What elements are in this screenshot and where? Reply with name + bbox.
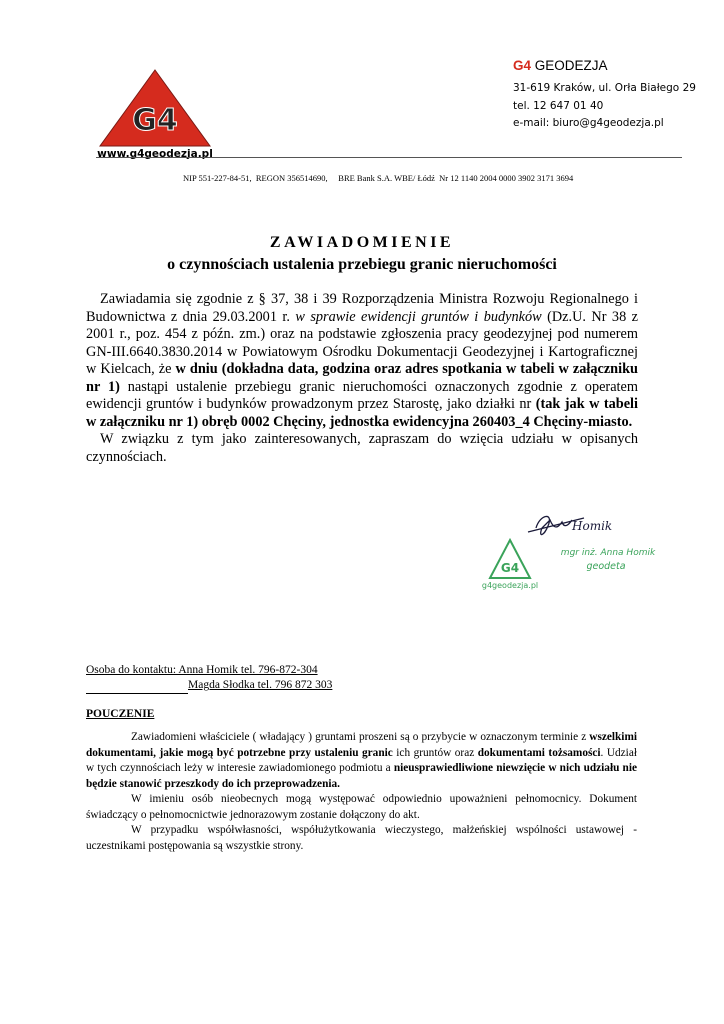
contact-person-2-row — [86, 678, 332, 694]
registration-info: NIP 551-227-84-51, REGON 356514690, BRE Bank S.A. WBE/ Łódź Nr 12 1140 2004 0000 3902 3171 3694 — [183, 173, 574, 183]
company-email[interactable]: e-mail: biuro@g4geodezja.pl — [513, 117, 664, 129]
stamp-logo-text: G4 — [500, 561, 520, 575]
signature-text: Homik — [572, 519, 613, 533]
company-contact — [513, 80, 696, 133]
contact-persons — [86, 663, 332, 694]
logo-text: G4 — [132, 103, 178, 138]
logo-url: www.g4geodezja.pl — [97, 148, 213, 160]
instruction-heading: POUCZENIE — [86, 708, 155, 720]
header-divider — [96, 157, 682, 158]
company-mark: G4 — [513, 58, 532, 73]
company-address: 31-619 Kraków, ul. Orła Białego 29 — [513, 82, 696, 94]
document-body — [86, 291, 638, 466]
contact-person-1: Osoba do kontaktu: Anna Homik tel. 796-872-304 — [86, 664, 318, 676]
instruction-paragraph-2: W imieniu osób nieobecnych mogą występować odpowiednio upoważnieni pełnomocnicy. Dokument świadczący o pełnomocnictwie jednorazowym zostanie dołączony do akt. — [86, 793, 637, 821]
document-subtitle: o czynnościach ustalenia przebiegu granic nieruchomości — [167, 256, 557, 273]
company-name-text: GEODEZJA — [534, 58, 608, 73]
company-name — [513, 58, 608, 73]
body-paragraph-2: W związku z tym jako zainteresowanych, zapraszam do wzięcia udziału w opisanych czynnościach. — [86, 431, 638, 465]
geodesist-stamp — [481, 508, 683, 596]
contact-person-2: Magda Słodka tel. 796 872 303 — [188, 679, 333, 691]
document-title: ZAWIADOMIENIE — [269, 234, 455, 251]
stamp-logo-url: g4geodezja.pl — [481, 581, 539, 590]
instruction-paragraph-3: W przypadku współwłasności, współużytkowania wieczystego, małżeńskiej wspólności ustawowej - uczestnikami postępowania są wszystkie strony. — [86, 824, 637, 852]
contact-indent-line — [86, 678, 188, 694]
body-paragraph-1: Zawiadamia się zgodnie z § 37, 38 i 39 Rozporządzenia Ministra Rozwoju Regionalnego i Budownictwa z dnia 29.03.2001 r. w sprawie ewidencji gruntów i budynków (Dz.U. Nr 38 z 2001 r., poz. 454 z późn. zm.) oraz na podstawie zgłoszenia pracy geodezyjnej pod numerem GN-III.6640.3830.2014 w Powiatowym Ośrodku Dokumentacji Geodezyjnej i Kartograficznej w Kielcach, że w dniu (dokładna data, godzina oraz adres spotkania w tabeli w załączniku nr 1) nastąpi ustalenie przebiegu granic nieruchomości oznaczonych zgodnie z operatem ewidencji gruntów i budynków prowadzonym przez Starostę, jako działki nr (tak jak w tabeli w załączniku nr 1) obręb 0002 Chęciny, jednostka ewidencyjna 260403_4 Chęciny-miasto. — [86, 291, 639, 430]
company-logo — [96, 68, 214, 160]
company-phone: tel. 12 647 01 40 — [513, 99, 604, 112]
instruction-body — [86, 730, 637, 854]
instruction-paragraph-1: Zawiadomieni właściciele ( władający ) gruntami proszeni są o przybycie w oznaczonym terminie z wszelkimi dokumentami, jakie mogą być potrzebne przy ustaleniu granic ich gruntów oraz dokumentami tożsamości. Udział w tych czynnościach leży w interesie zawiadomionego podmiotu a nieusprawiedliwione niewzięcie w nich udziału nie będzie stanowić przeszkody do ich przeprowadzenia. — [86, 731, 637, 790]
stamp-role: geodeta — [586, 561, 626, 572]
stamp-name: mgr inż. Anna Homik — [560, 548, 656, 558]
